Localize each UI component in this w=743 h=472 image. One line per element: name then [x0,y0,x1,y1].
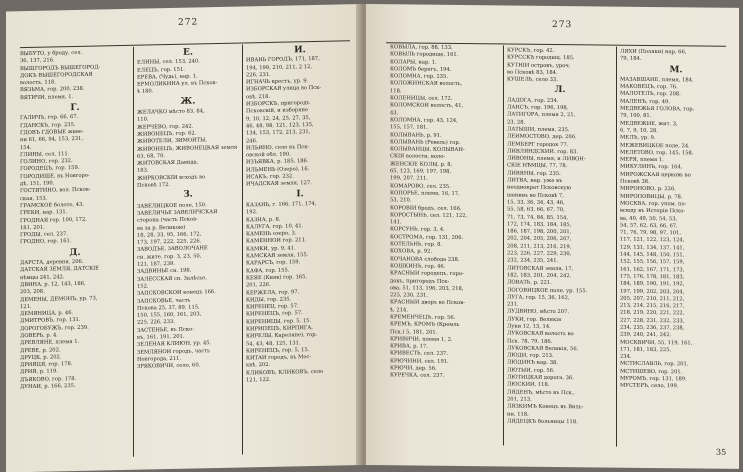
index-entry: ВЫШГОРОДЪ ВЫШЕГОРОД- [20,64,101,72]
index-entry: ИЛЬМЕНЬ (Озеро), 16. [246,165,310,174]
index-entry: ИГНАЧЬ крестъ, ур. 9. [246,78,309,86]
index-entry: неоднократ Псковскую [507,184,572,192]
index-entry: 202, 204, 205, 206, 207, [507,235,572,243]
index-entry: ГРОДЫ, сел. 237. [20,231,68,239]
index-entry: ЛЯХИ (Поляки) нар. 66, [620,48,687,56]
index-entry: ЛАТЫШИ, племя, 235. [507,126,570,134]
index-entry: 53, 210. [390,197,412,204]
index-entry: КОЛОМСКОЙ волость, 41, [390,102,464,110]
index-entry: Пскова 25, 37, 89, 115, [137,304,200,312]
index-entry: 118. [390,88,402,95]
index-entry: КУРССКЪ городищ. 185. [507,54,575,62]
index-entry: КАМСКАЯ земля, 155. [246,252,309,260]
index-entry: 43. [390,109,399,117]
index-entry: ВЯЗЬМА, гор. 200, 238. [20,86,85,94]
index-entry: ДРИЯ, р. 119. [20,368,58,376]
index-entry: 36, 137, 216. [20,57,55,65]
index-entry: 231. [507,301,519,308]
index-entry: ГОРОДИЩЕ, въ Новгоро- [20,172,90,180]
index-entry: ДОВЕРЬ, р. 4. [20,332,58,340]
index-entry: КИРЕНЕЦ, гор. 57. [246,303,299,311]
index-entry: 208, 211, 213, 216, 219, [507,243,572,250]
column-divider [133,47,134,457]
index-entry: ѣ 180. [137,88,154,96]
index-entry: 129, 131, 134, 137, 141, [620,244,685,252]
index-entry: КОПОРЬЕ, племя, 16, 17, [390,190,460,197]
index-entry: 183. [137,167,149,175]
index-entry: КИРЕНИЦЫ, гор. 5, 15. [246,317,312,326]
index-entry: КРАСНЫЙ дворъ во Псков- [390,299,465,307]
page-number-left: 272 [178,17,199,28]
index-entry: ДМИТРОВЪ, гор. 131. [20,317,81,325]
index-entry: овѣ, 218. [246,93,271,101]
index-entry: ЖИВОТЕЛИ, ЗИМОЙТЫ, [137,137,207,145]
index-entry: МУРОМЪ, гор. 131, 189. [620,375,687,383]
index-entry: КОМАРОВО, сел. 235. [390,182,451,190]
index-entry: ИЧАДСКАЯ земля, 127. [246,180,312,188]
index-entry: КОВЫЛЬ городище, 161. [390,51,459,59]
index-entry: 121, 122. [246,376,271,384]
index-entry: ГРОДНАЯ гор. 100, 172, [20,216,87,224]
index-entry: 150, 155, 160, 161, 203, [137,311,202,319]
index-entry: ИЗБОРСКЪ, пригородъ [246,100,310,108]
index-entry: СКІЕ НѢМЦЫ, 77, 78. [507,162,568,170]
index-entry: МУСТЕРЪ, село, 199. [620,383,679,390]
index-entry: 184, 189, 190, 191, 192, [620,280,685,288]
index-entry: КАМЕННОЙ гор. 211. [246,237,307,245]
index-entry: всюду въ Исторіи Пско- [620,207,686,215]
index-entry: ова, 51, 113, 196, 203, 218, [390,285,464,292]
index-entry: 54, 57, 62, 63, 66, 67, [620,222,678,230]
index-entry: КРИВИЧИ, племя 1, 2. [390,336,453,343]
index-entry: сторона (часть Псков- [137,216,198,224]
index-entry: ГРЕКИ, нар. 131. [20,209,68,217]
footer-page-number: 35 [716,447,727,457]
index-entry: 9, 10, 12, 24, 25, 27, 35, [246,114,311,123]
index-column [507,47,613,426]
index-entry: ЖЕНСКІЕ КОЛЫ, р. 8, [390,161,453,168]
index-entry: волость, 118. [20,79,56,87]
index-entry: 182, 183, 201, 204, 242. [507,272,572,280]
index-column [246,44,354,385]
index-entry: МОСКВИЧИ, 55, 119, 161, [620,339,693,346]
index-entry: МАЛОТЕЛЪ, гор. 208. [620,91,681,98]
index-entry: 71, 73, 74, 84, 85, 154, [507,214,569,221]
index-entry: КУТНІЙ островъ, уроч. [507,62,571,69]
index-entry: ЗЕЛЕНАЯ КЛИЮН, ур. 45. [137,340,212,348]
index-entry: КАФА, гор. 155. [246,267,290,275]
index-entry: шенинь во Псковѣ 7, [507,192,564,199]
index-entry: 152. [137,283,149,290]
index-entry: ИЗЪЯВКА, р. 185, 186. [246,158,309,166]
index-entry: 110. [137,116,149,124]
index-entry: КИТАЙ городъ, въ Мос- [246,354,312,362]
index-entry: ДЕМЕНЫ, ДЕМОНЪ, ур. 73, [20,295,98,303]
index-entry: въ, 161, 191, 201. [137,333,185,341]
index-entry: 141. [390,219,402,226]
index-entry: ИЛЬИНО, село въ Пск- [246,143,310,152]
page-number-right: 273 [552,19,573,31]
index-entry: ѣ, 214. [390,306,408,314]
index-entry: ЛИВЯНЫ, гор. 235. [507,170,561,177]
index-entry: ГОСТЯТИНО, вол. Псков- [20,187,91,195]
index-entry: МЕДВЕЖЬЯ ГОЛОВА, гор. [620,105,695,113]
index-entry: ИВАНЬ ГОРОДЪ, 171, 187, [246,56,320,64]
index-entry: ЛОГОВИЦКОЕ поле, ур. 155. [507,286,588,294]
letter-heading: Ж. [180,96,196,107]
index-entry: КОЛЕНИЦЫ, сел. 172. [390,95,453,102]
index-entry: ЕЛЕЦЪ, гор. 151. [137,66,185,74]
index-entry: 144, 145, 148, 150, 151, [620,251,685,259]
index-entry: КОЧАНОВА слобода 238. [390,255,460,263]
index-entry: КУРЕЧКА, сел. 237. [390,372,445,380]
index-entry: ИЗБОРСКАЯ улица во Пск- [246,85,322,93]
index-entry: ЛУДВИНО, мѣсто 207. [507,308,569,316]
index-entry: 186, 187, 198, 200, 201, [507,228,572,236]
index-entry: КРЕМЪ, КРОМЪ (Кремль [390,321,460,329]
index-entry: ЛИВЛЯНДСКИЙ. гор. 83. [507,148,578,156]
index-entry: ЗАСТЕНЬЕ, въ Пско- [137,326,194,334]
letter-heading: І. [296,188,304,200]
index-entry: 6, 7, 9, 10, 28. [620,127,658,135]
index-entry: 218, 219, 220, 221, 222, [620,310,685,317]
index-entry: 121. [20,303,32,310]
index-entry: ГАЛИЧЪ, гор. 66, 67. [20,114,79,122]
index-entry: МЕЛЪ, ур. 9. [620,134,656,142]
index-entry: ЕРЕВА, (Чудь), нар. 1. [137,73,198,81]
index-entry: МИРОЖСКАЯ церковь во [620,171,691,179]
index-entry: КАРАРСЪ, гор. 159. [246,259,301,267]
left-page [6,4,362,472]
index-entry: ЛЯДЕНЪ, мѣсто въ Пск., [507,389,576,396]
index-entry: ГОЛИНО, гор. 232. [20,158,73,166]
index-entry: 201, 213. [507,396,532,403]
index-entry: ЛАНСЪ, гор. 196, 198. [507,104,569,112]
index-entry: 79, 100, 81. [620,113,652,120]
index-entry: МАЛЕНЪ, гор. 49. [620,98,671,105]
index-entry: ЗАВОДЪЕ, ЗАВОЛОЧАНЕ [137,245,208,254]
index-entry: ЗАВЕЛИЧЬЕ ЗАВЕЛИЧСКАЯ [137,208,218,217]
index-entry: 155, 157, 181. [390,124,428,131]
index-entry: КОРСУНЬ, гор. 3, 4. [390,226,445,234]
index-entry: 225, 230, 231. [390,292,428,299]
index-entry: МАЗАВШАНЕ, племя, 184. [620,76,694,84]
index-entry: КИРЕНЕЦЪ, гор. 57. [246,310,303,318]
index-entry: КОЛЫВАНЬ (Ревель) гор. [390,139,461,146]
index-entry: 175, 176, 178, 181, 183, [620,273,685,281]
index-entry: Пск. 78, 79, 186. [507,338,553,345]
index-entry: КОЛАРЫ, нар. 1. [390,58,437,66]
index-entry: ни 61, 66, 94, 153, 231, [20,136,84,144]
index-entry: 232, 234, 235, 241. [507,257,559,265]
index-column [390,44,500,381]
column-divider [616,47,617,447]
index-entry: КОРОВІЙ бродъ, сел. 166. [390,204,462,212]
index-entry: 234, 235, 236, 237, 238, [620,324,685,332]
index-entry: 227, 228, 231, 232, 233, [620,317,685,325]
index-entry: ЛЕЙМОСТОВО, дер. 206. [507,133,577,141]
index-entry: 201, 226. [246,282,271,289]
index-entry: ДАРСТА, деревня, 206. [20,258,84,267]
index-entry: КОЛЫВАНЬ, р. 91. [390,131,442,139]
letter-heading: М. [669,64,683,75]
index-entry: ЛУКОВСКАЯ Великія, 56. [507,345,579,353]
index-entry: 117, 121, 122, 123, 124, [620,237,685,244]
index-entry: МОСКВА, гор. упом. по- [620,200,687,208]
index-entry: ДЪЯКОВО, гор. 178. [20,375,77,383]
index-entry: 63, 68, 70. [137,152,166,160]
index-entry: КОРОСТЫНЬ, сел. 121, 122, [390,212,468,219]
index-entry: ИСАКЪ, гор. 232. [246,173,294,181]
index-entry: ЛЮДИНЪ нар. 38. [507,359,558,367]
index-entry: сн. жите. гор. 3, 23, 50, [137,253,202,261]
index-entry: КИРЕЛЫ, Кареляне), гор. [246,332,318,340]
index-entry: ДОКЪ ВЫШЕГОРОДСКАЯ [20,71,93,80]
index-entry: ЖИВОНЕЦЪ, гор. 62. [137,130,197,138]
index-entry: ЗАПСКОВСКОЙ конецъ 166. [137,289,216,297]
index-entry: КИДЫ, гор. 235. [246,296,292,304]
index-entry: ЖЕРЧЕВО, гор. 242. [137,123,194,131]
index-entry: дѣ, 151, 190. [20,180,55,188]
index-entry: ЛЯЗКИМЪ Конецъ въ Виль- [507,403,584,411]
index-entry: ЛИТВА, нар. уже въ [507,177,563,185]
index-entry: ДАТСКАЯ ЗЕМЛЯ, ДАТСКІЕ [20,265,99,274]
index-entry: ВЯТИЧИ, племя, 1. [20,93,74,101]
index-entry: 197, 199, 202, 203, 204, [620,288,685,295]
index-entry: ДРЕВЛЯНЕ, племя 1. [20,339,80,347]
index-entry: ЛАДОГА, гор. 234. [507,97,559,104]
index-entry: ДРУЦК, р. 202. [20,354,62,362]
index-entry: 172, 174, 183, 184, 185, [507,221,572,228]
index-entry: МИРОПОВИЦЫ, р. 78. [620,193,683,200]
index-entry: Псковѣ 38. [620,178,650,186]
index-entry: КОХОВА, р. 92. [390,248,433,256]
column-divider [503,45,504,445]
index-entry: Новгорода, 211. [137,355,181,363]
index-entry: ни, 118. [507,411,529,418]
index-entry: 173, 197, 222, 225, 226. [137,238,202,246]
index-entry: 154. [20,144,32,151]
index-entry: 134, 153, 172, 213, 231, [246,129,311,137]
index-entry: КОЛЫВАНЦЫ, КОЛЫВАН- [390,146,465,154]
index-entry: КЛИКОВЪ, КЛИКОВЪ, село [246,368,324,377]
index-entry: 15, 33, 36, 34, 43, 46, [507,199,565,207]
index-entry: ГЛИНЫ, сел. 111. [20,150,70,159]
index-entry: 79, 184. [620,55,642,63]
index-entry: овской обл. 190. [246,151,291,159]
index-entry: нѣмцы 241, 242. [20,273,65,281]
index-entry: ЛЕМБЕРГ городок 77. [507,141,569,148]
index-entry: ЛЯДЕЦКЪ больницы 118. [507,418,578,426]
index-entry: ЖЕЛАЧКО мѣсто 83, 84, [137,108,205,116]
letter-heading: З. [183,189,193,201]
index-entry: МЕЛЕТОВО, гор. 145, 158. [620,149,694,157]
index-entry: 54, 43, 48, 125, 131. [246,339,301,348]
index-entry: МЕРЯ, племя 1. [620,156,664,164]
index-entry: КРИВЕСТЬ, сел. 237. [390,350,448,358]
index-entry: 121, 187, 239. [137,260,175,268]
letter-heading: И. [294,45,306,56]
index-entry: ва за р. Великою) [137,224,186,232]
index-entry: ЖИРКОВСКІЙ всходъ во [137,174,206,182]
index-entry: ДРЕВЕ, р. 202. [20,346,61,354]
index-entry: ЛУКИ, гор. Великія [507,316,562,323]
index-entry: КОЛОМНА, гор. 235. [390,73,448,81]
index-entry: 181, 201. [20,224,45,231]
index-entry: докъ, пригородъ Пск- [390,277,450,285]
index-entry: КЕЯЕ (Кияк) гор. 165, [246,274,308,282]
index-entry: КАМКИ, ур. 9, 41. [246,245,296,253]
index-entry: 234. [620,353,632,360]
index-entry: 246. [246,137,258,144]
index-entry: 171, 181, 183, 225, [620,346,672,354]
index-entry: КАЗНА, р. 8. [246,216,281,223]
letter-heading: Г. [70,102,80,114]
column-divider [242,44,243,454]
index-entry: КОЛОЖИНСКАЯ волость, [390,80,463,88]
index-entry: КЕРЖЕЛА, гор. 97. [246,288,300,296]
index-entry: ЛЮСКИЙ, 118. [507,381,550,389]
index-entry: МСТИСЛАВЛЬ, гор. 201. [620,361,689,368]
index-entry: КОЛОМНА, гор. 43, 124, [390,117,458,124]
index-entry: ЗАДВИНЬЕ сн. 198. [137,267,192,276]
index-entry: Псковѣ 172. [137,182,171,189]
index-entry: Луки 12, 13, 14. [507,323,551,330]
index-entry: 71, 76, 79, 98, 97, 101, [620,229,682,237]
letter-heading: Л. [554,85,566,96]
index-entry: КРЮЧИ, дер. 56. [390,365,437,372]
index-entry: КУРСКЪ, гор. 42. [507,47,555,54]
index-entry: ЛОВАТЬ, р. 221. [507,279,552,287]
index-entry: ДВИНА, р. 12, 143, 186, [20,280,86,289]
index-entry: МЕЖЕВИЦКОЕ поле, 24. [620,142,690,149]
index-entry: Пск.) 5, 181, 201. [390,328,438,336]
index-entry: 161, 162, 167, 171, 173, [620,266,685,273]
index-entry: ЛЮДИ, гор. 213. [507,352,554,360]
index-entry: КРИВА, р. 17. [390,343,428,350]
index-column [20,49,130,392]
letter-heading: Е. [183,47,193,58]
right-page [366,4,739,469]
index-entry: ЛАТИГОРА, племя 2, 21, [507,111,576,119]
index-entry: ВЫБУТО, у броду, сел. [20,49,83,58]
index-entry: ва, 40, 49, 50, 54, 53, [620,215,678,222]
index-entry: ЖИВОНЕЦЪ, ЖИВОНЕЦКАЯ земля [137,144,238,153]
index-entry: КРАСНЫЙ городецъ, горо- [390,270,464,278]
index-entry: 55, 58, 63, 66, 67, 70, [507,206,565,214]
index-entry: Псковскій, и изборяне [246,107,309,115]
index-entry: ЗАВЕЛИЦКОЕ поле, 150. [137,201,207,210]
index-entry: ГДАНСКЪ, гор. 235. [20,121,76,129]
index-entry: ЛУГА, гор. 15, 36, 162, [507,294,570,301]
index-entry: МЕДВЕЖИЕ, жит. 3, [620,120,678,127]
index-column [137,47,239,372]
index-entry: ГДОВЪ ГДОВЫЕ живе- [20,128,84,137]
book-spread [6,4,739,465]
index-entry: КОСТРОМА, гор. 131, 206. [390,233,464,241]
index-entry: КОТЕЛЬНЬ, гор. 8. [390,241,443,248]
index-entry: ЛИВОНЫ, племя, и ЛИВОН- [507,155,586,163]
index-entry: 18, 28, 33, 95, 166, 172, [137,231,202,239]
index-entry: ЗАПСКОВЬЕ, часть [137,297,191,305]
index-entry: 152, 155, 156, 157, 159, [620,258,685,266]
index-entry: ГОРОДЕЦЪ, гор. 159. [20,165,80,173]
index-entry: ЛЮТИЦКАЯ дорога, 36. [507,374,574,382]
index-entry: МАКОВЕЦЪ, гор. 76. [620,83,678,91]
index-entry: МИКУЛИНЪ, гор. 164. [620,164,683,171]
index-entry: во Псковѣ 83, 184. [507,69,558,76]
index-entry: МИРОНОВО, р. 226. [620,186,676,193]
index-entry: КРЕМЕНЧЕЦЪ, гор. 56. [390,314,456,321]
index-entry: 192. [246,209,258,216]
index-entry: 226, 231. [246,71,271,79]
index-entry: ДОРОГОБУЖЪ, гор. 239. [20,324,89,332]
index-entry: ЕЛИНЫ, сел. 153, 240. [137,58,200,67]
index-column [620,49,732,392]
index-entry: КАМЕНЬ озеро, 3. [246,230,297,238]
index-entry: квѣ, 202. [246,362,271,369]
index-entry: ЗРЯКОВИЧИ, село, 60. [137,362,201,370]
index-entry: ЗЕМЛЯНОЙ городъ, часть [137,347,210,356]
index-entry: 225, 226, 233. [137,319,175,327]
index-entry: КИРЕНЕЦЪ, гор. 5, 15. [246,346,310,355]
index-entry: 65, 123, 169, 197, 198, [390,168,452,175]
index-entry: 205, 207, 210, 211, 212, [620,295,685,303]
index-entry: ская, 153. [20,195,48,202]
index-entry: 46, 48, 98, 121, 123, 135, [246,121,314,130]
index-entry: ЗАЛЕССКАЯ сн. Залѣсье, [137,274,207,283]
index-entry: КОЛОМЪ берегъ, 194. [390,66,452,73]
index-entry: КИРИПЕЦЪ, КИРПИГА, [246,325,313,333]
index-entry: ДРИЯЦЯ, гор. 178. [20,361,73,369]
index-entry: КОШКИНЪ, гор. 46. [390,263,446,270]
index-entry: СКІЯ волости, воло- [390,153,446,161]
index-entry: КУШЕЛЬ, село 33. [507,76,558,84]
index-entry: ЕРМОЛИКИНА ул. въ Псков- [137,80,218,88]
index-entry: ЛИТОВСКАЯ земля, 17, [507,265,574,272]
index-entry: ДУНАЙ, р. 166, 235. [20,383,76,391]
index-entry: ЖИТОВСКАЯ Давида, [137,159,199,167]
index-entry: 23, 28. [507,119,526,126]
index-entry: ГРАМСКОЕ болото, 43. [20,201,85,210]
index-entry: ДЕМЯНИЦА, р. 46. [20,310,74,318]
index-entry: 199, 207, 211. [390,175,428,182]
index-entry: МСТИШЕВО, гор. 201. [620,368,683,376]
index-entry: ЛЮТЫЙ, гор. 56. [507,367,555,374]
index-entry: 213, 214, 215, 216, 217, [620,302,685,310]
index-entry: 203, 208. [20,288,45,296]
index-entry: 194, 199, 210, 211, 2 12, [246,63,312,72]
index-entry: КОВЫЛА, гор. 88, 133. [390,44,453,51]
letter-heading: Д. [69,247,81,258]
index-entry: ГРОДНО, гор. 161. [20,238,72,246]
index-entry: 239, 240, 241, 242. [620,331,672,339]
index-entry: КАЛУГА, гор. 10, 41. [246,223,304,231]
index-entry: ЛУКОВСКАЯ волость во [507,330,574,338]
index-entry: КАЗАНЬ, г. 166, 171, 174, [246,200,317,209]
index-entry: КРЮЧИНИ, сел. 191. [390,358,449,365]
index-entry: 223, 226, 227, 229, 230, [507,250,572,258]
